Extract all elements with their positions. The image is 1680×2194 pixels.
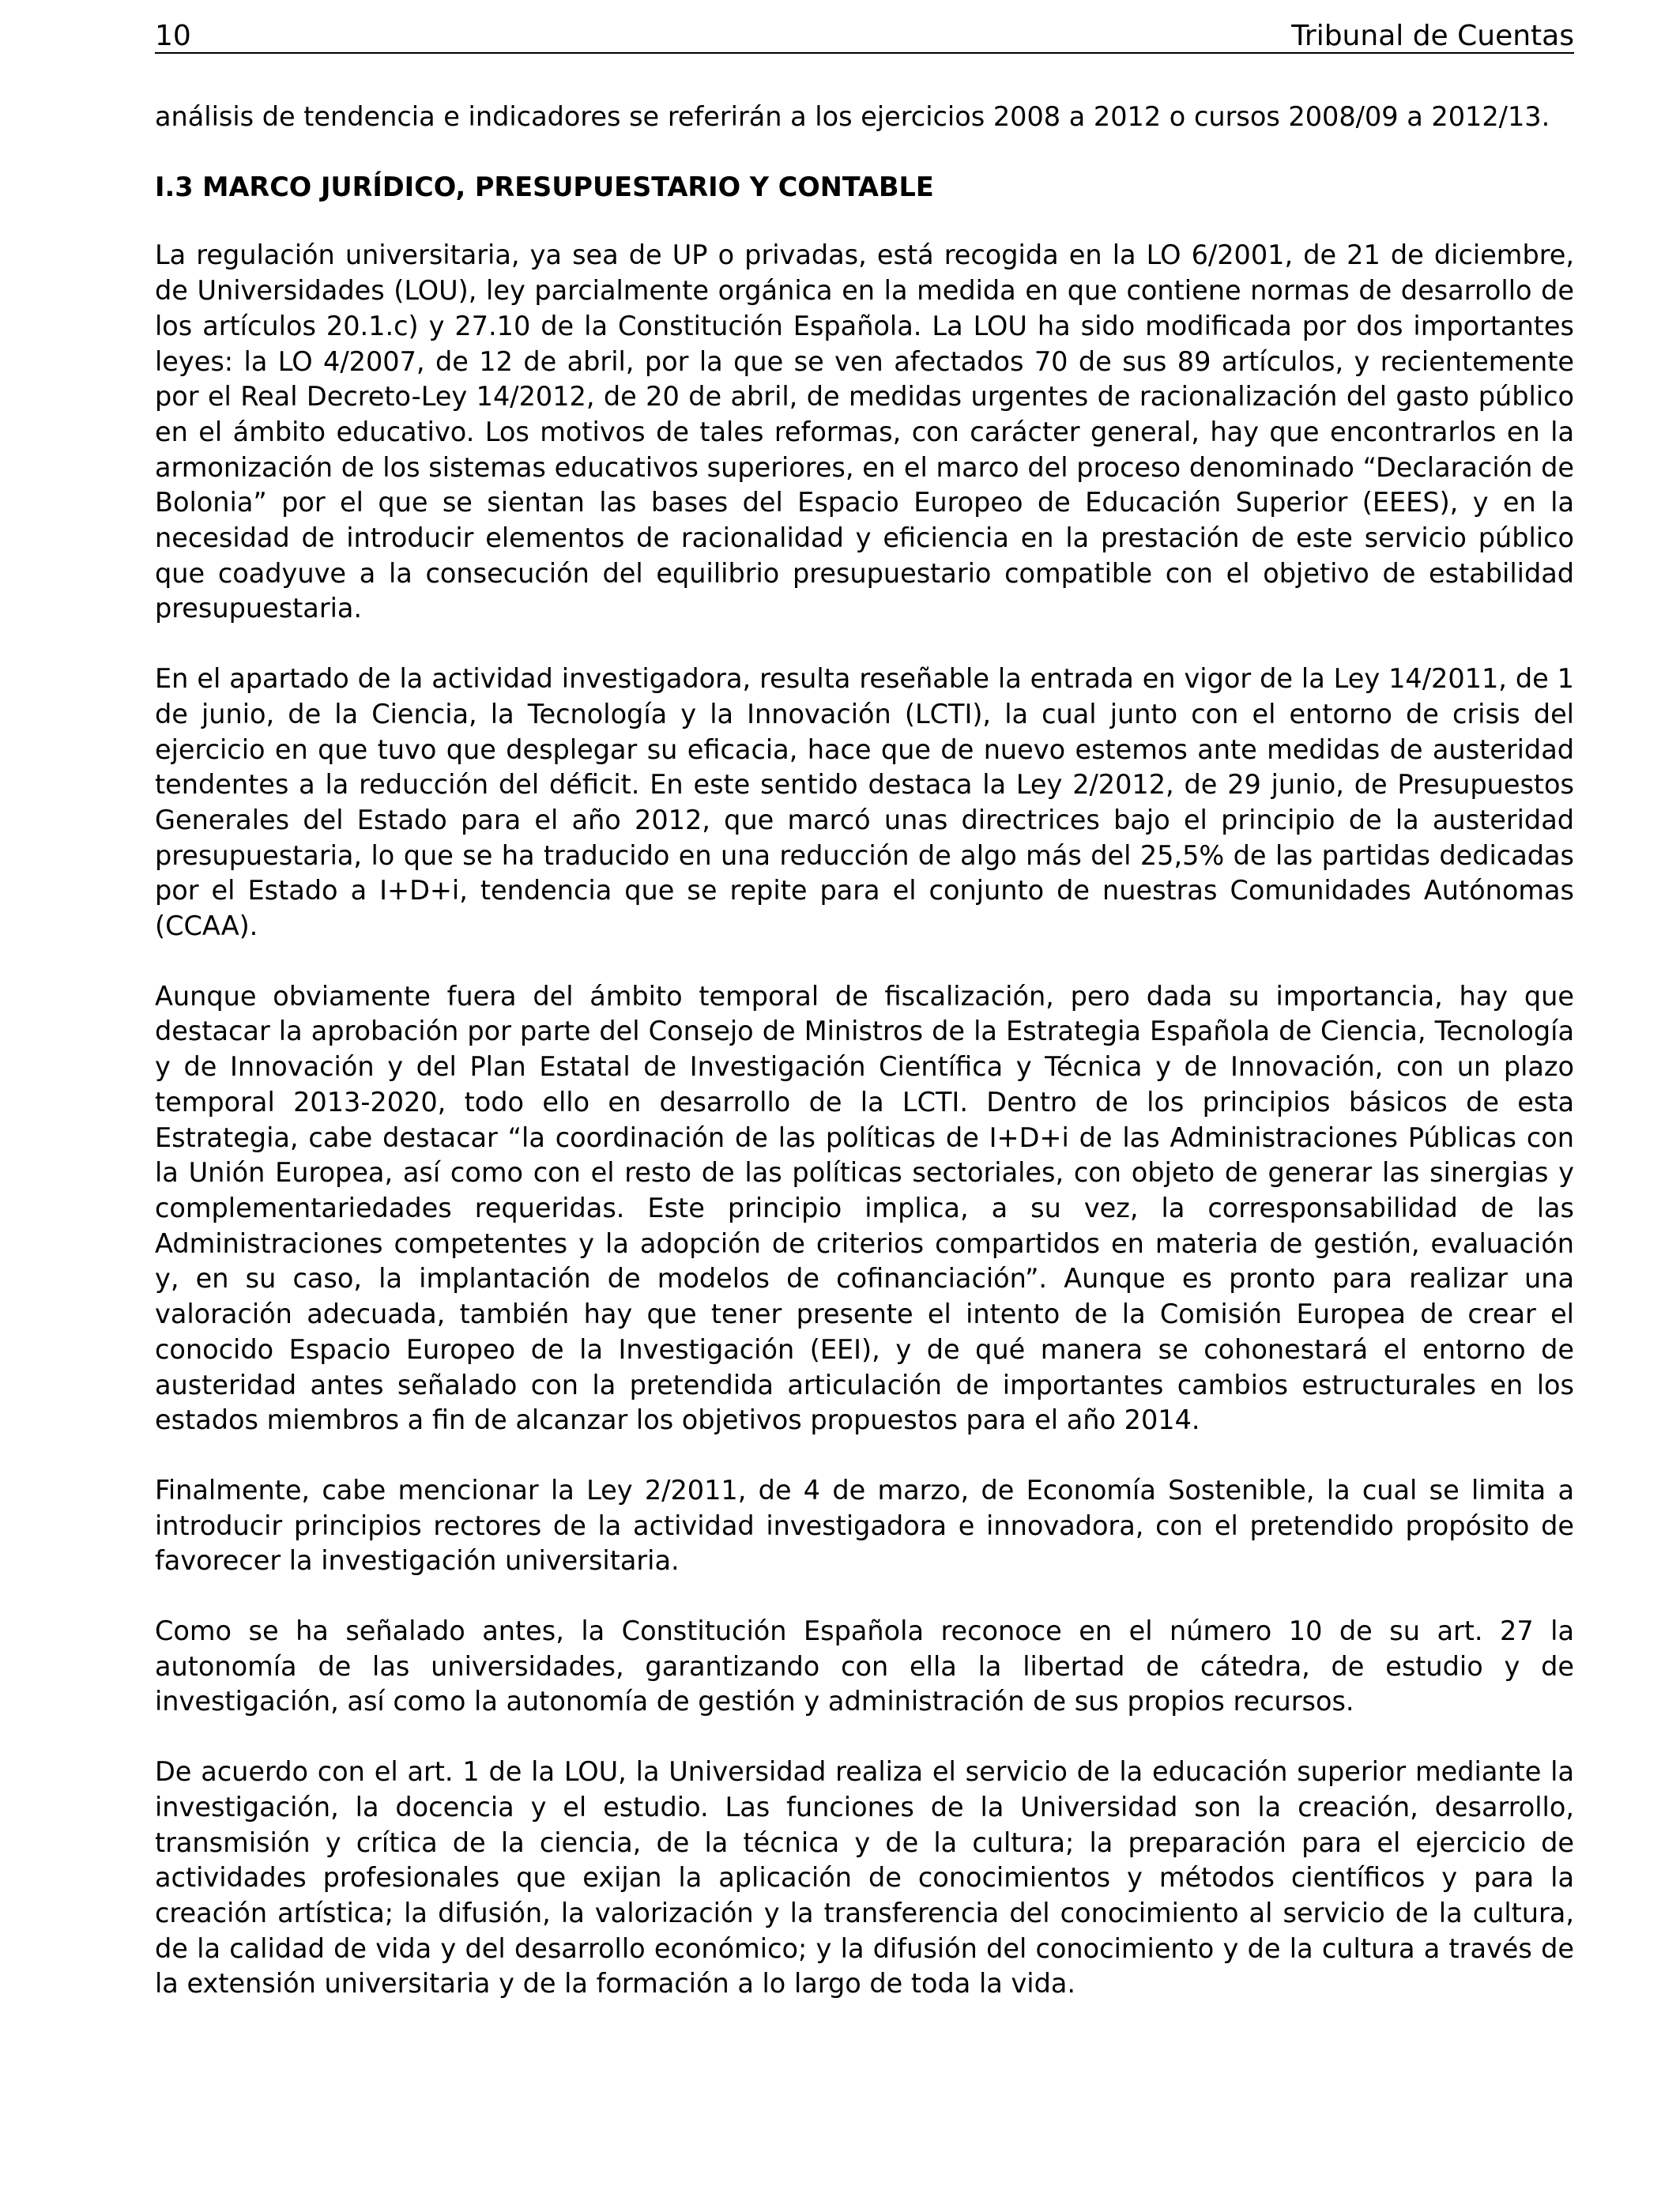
body-paragraph: Como se ha señalado antes, la Constitución Española reconoce en el número 10 de su art. 27 la autonomía de las universidades, garantizando con ella la libertad de cátedra, de estudio y de investigación, así como la autonomía de gestión y administración de sus propios recursos. (155, 1615, 1574, 1717)
body-paragraph: La regulación universitaria, ya sea de UP o privadas, está recogida en la LO 6/2001, de 21 de diciembre, de Universidades (LOU), ley parcialmente orgánica en la medida en que contiene normas de desarrollo de los artículos 20.1.c) y 27.10 de la Constitución Española. La LOU ha sido modificada por dos importantes leyes: la LO 4/2007, de 12 de abril, por la que se ven afectados 70 de sus 89 artículos, y recientemente por el Real Decreto-Ley 14/2012, de 20 de abril, de medidas urgentes de racionalización del gasto público en el ámbito educativo. Los motivos de tales reformas, con carácter general, hay que encontrarlos en la armonización de los sistemas educativos superiores, en el marco del proceso denominado “Declaración de Bolonia” por el que se sientan las bases del Espacio Europeo de Educación Superior (EEES), y en la necesidad de introducir elementos de racionalidad y eficiencia en la prestación de este servicio público que coadyuve a la consecución del equilibrio presupuestario compatible con el objetivo de estabilidad presupuestaria. (155, 239, 1574, 624)
header-title: Tribunal de Cuentas (1291, 20, 1574, 52)
body-paragraph: En el apartado de la actividad investigadora, resulta reseñable la entrada en vigor de la Ley 14/2011, de 1 de junio, de la Ciencia, la Tecnología y la Innovación (LCTI), la cual junto con el entorno de crisis del ejercicio en que tuvo que desplegar su eficacia, hace que de nuevo estemos ante medidas de austeridad tendentes a la reducción del déficit. En este sentido destaca la Ley 2/2012, de 29 junio, de Presupuestos Generales del Estado para el año 2012, que marcó unas directrices bajo el principio de la austeridad presupuestaria, lo que se ha traducido en una reducción de algo más del 25,5% de las partidas dedicadas por el Estado a I+D+i, tendencia que se repite para el conjunto de nuestras Comunidades Autónomas (CCAA). (155, 663, 1574, 942)
body-paragraph: Finalmente, cabe mencionar la Ley 2/2011, de 4 de marzo, de Economía Sostenible, la cual se limita a introducir principios rectores de la actividad investigadora e innovadora, con el pretendido propósito de favorecer la investigación universitaria. (155, 1474, 1574, 1577)
page-header (155, 21, 1574, 54)
page-number: 10 (155, 20, 191, 52)
body-paragraph: De acuerdo con el art. 1 de la LOU, la Universidad realiza el servicio de la educación superior mediante la investigación, la docencia y el estudio. Las funciones de la Universidad son la creación, desarrollo, transmisión y crítica de la ciencia, de la técnica y de la cultura; la preparación para el ejercicio de actividades profesionales que exijan la aplicación de conocimientos y métodos científicos y para la creación artística; la difusión, la valorización y la transferencia del conocimiento al servicio de la cultura, de la calidad de vida y del desarrollo económico; y la difusión del conocimiento y de la cultura a través de la extensión universitaria y de la formación a lo largo de toda la vida. (155, 1756, 1574, 2000)
intro-paragraph: análisis de tendencia e indicadores se referirán a los ejercicios 2008 a 2012 o cursos 2008/09 a 2012/13. (155, 101, 1550, 132)
body-paragraph: Aunque obviamente fuera del ámbito temporal de fiscalización, pero dada su importancia, hay que destacar la aprobación por parte del Consejo de Ministros de la Estrategia Española de Ciencia, Tecnología y de Innovación y del Plan Estatal de Investigación Científica y Técnica y de Innovación, con un plazo temporal 2013-2020, todo ello en desarrollo de la LCTI. Dentro de los principios básicos de esta Estrategia, cabe destacar “la coordinación de las políticas de I+D+i de las Administraciones Públicas con la Unión Europea, así como con el resto de las políticas sectoriales, con objeto de generar las sinergias y complementariedades requeridas. Este principio implica, a su vez, la corresponsabilidad de las Administraciones competentes y la adopción de criterios compartidos en materia de gestión, evaluación y, en su caso, la implantación de modelos de cofinanciación”. Aunque es pronto para realizar una valoración adecuada, también hay que tener presente el intento de la Comisión Europea de crear el conocido Espacio Europeo de la Investigación (EEI), y de qué manera se cohonestará el entorno de austeridad antes señalado con la pretendida articulación de importantes cambios estructurales en los estados miembros a fin de alcanzar los objetivos propuestos para el año 2014. (155, 980, 1574, 1436)
document-body (155, 100, 1574, 2037)
section-heading: I.3 MARCO JURÍDICO, PRESUPUESTARIO Y CONTABLE (155, 171, 934, 202)
